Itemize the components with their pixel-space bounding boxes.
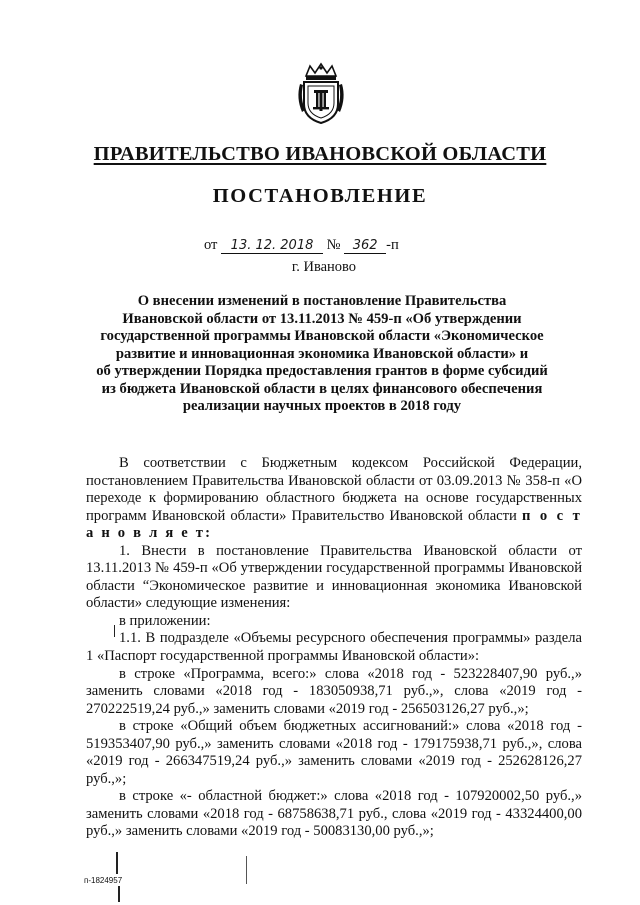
number-sign: № — [326, 237, 341, 253]
program-total-paragraph: в строке «Программа, всего:» слова «2018 год - 523228407,90 руб.,» заменить словами «2018 год - 183050938,71 руб.,», слова «2019 год - 270222519,24 руб.,» заменить словами «2019 год - 256503126,27 руб.,»; — [86, 665, 582, 717]
heading-line: реализации научных проектов в 2018 году — [182, 398, 462, 414]
item-1-paragraph: 1. Внести в постановление Правительства Ивановской области от 13.11.2013 № 459-п «Об утверждении государственной программы Ивановской области “Экономическое развитие и инновационная экономика Ивановской области» следующие изменения: — [86, 542, 582, 612]
margin-mark — [118, 886, 120, 902]
document-heading — [60, 293, 584, 416]
coat-of-arms-icon — [294, 62, 348, 126]
budget-allocations-paragraph: в строке «Общий объем бюджетных ассигнований:» слова «2018 год - 519353407,90 руб.,» заменить словами «2018 год - 179175938,71 руб.,», слова «2019 год - 266347519,24 руб.,» заменить словами «2019 год - 252628126,27 руб.,»; — [86, 718, 582, 787]
city: г. Иваново — [291, 259, 357, 275]
heading-line: государственной программы Ивановской области «Экономическое — [100, 328, 544, 344]
regional-budget-paragraph: в строке «- областной бюджет:» слова «2018 год - 107920002,50 руб.,» заменить словами «2018 год - 68758638,71 руб., слова «2019 год - 43324400,00 руб.,» заменить словами «2019 год - 50083130,00 руб.,»; — [86, 788, 582, 840]
number-suffix: -п — [386, 237, 399, 253]
document-type: ПОСТАНОВЛЕНИЕ — [212, 185, 428, 207]
heading-line: из бюджета Ивановской области в целях финансового обеспечения — [101, 380, 543, 397]
item-1-1-paragraph: 1.1. В подразделе «Объемы ресурсного обеспечения программы» раздела 1 «Паспорт государственной программы Ивановской области»: — [86, 630, 582, 665]
handwritten-date: 13. 12. 2018 — [221, 239, 323, 254]
heading-line: Ивановской области от 13.11.2013 № 459-п «Об утверждении — [122, 310, 522, 327]
document-serial: п-1824957 — [84, 876, 123, 885]
heading-line: О внесении изменений в постановление Правительства — [137, 293, 507, 309]
preamble-paragraph — [86, 455, 582, 543]
heading-line: развитие и инновационная экономика Ивановской области» и — [115, 345, 529, 362]
date-number-line — [204, 237, 399, 254]
handwritten-number: 362 — [344, 239, 386, 254]
government-title: ПРАВИТЕЛЬСТВО ИВАНОВСКОЙ ОБЛАСТИ — [93, 143, 547, 165]
heading-line: об утверждении Порядка предоставления грантов в форме субсидий — [96, 363, 548, 379]
margin-mark — [116, 852, 118, 874]
document-body — [86, 455, 582, 841]
margin-mark — [114, 625, 115, 637]
center-mark — [246, 856, 247, 884]
resolves-word: п о с т а н о в л я е т: — [86, 507, 582, 542]
preamble-text: В соответствии с Бюджетным кодексом Российской Федерации, постановлением Правительства Ивановской области от 03.09.2013 № 358-п «О переходе к формированию областного бюджета на основе государственных программ Ивановской области» Правительство Ивановской области — [86, 455, 582, 524]
annex-paragraph: в приложении: — [119, 612, 211, 629]
date-prefix: от — [204, 237, 218, 253]
